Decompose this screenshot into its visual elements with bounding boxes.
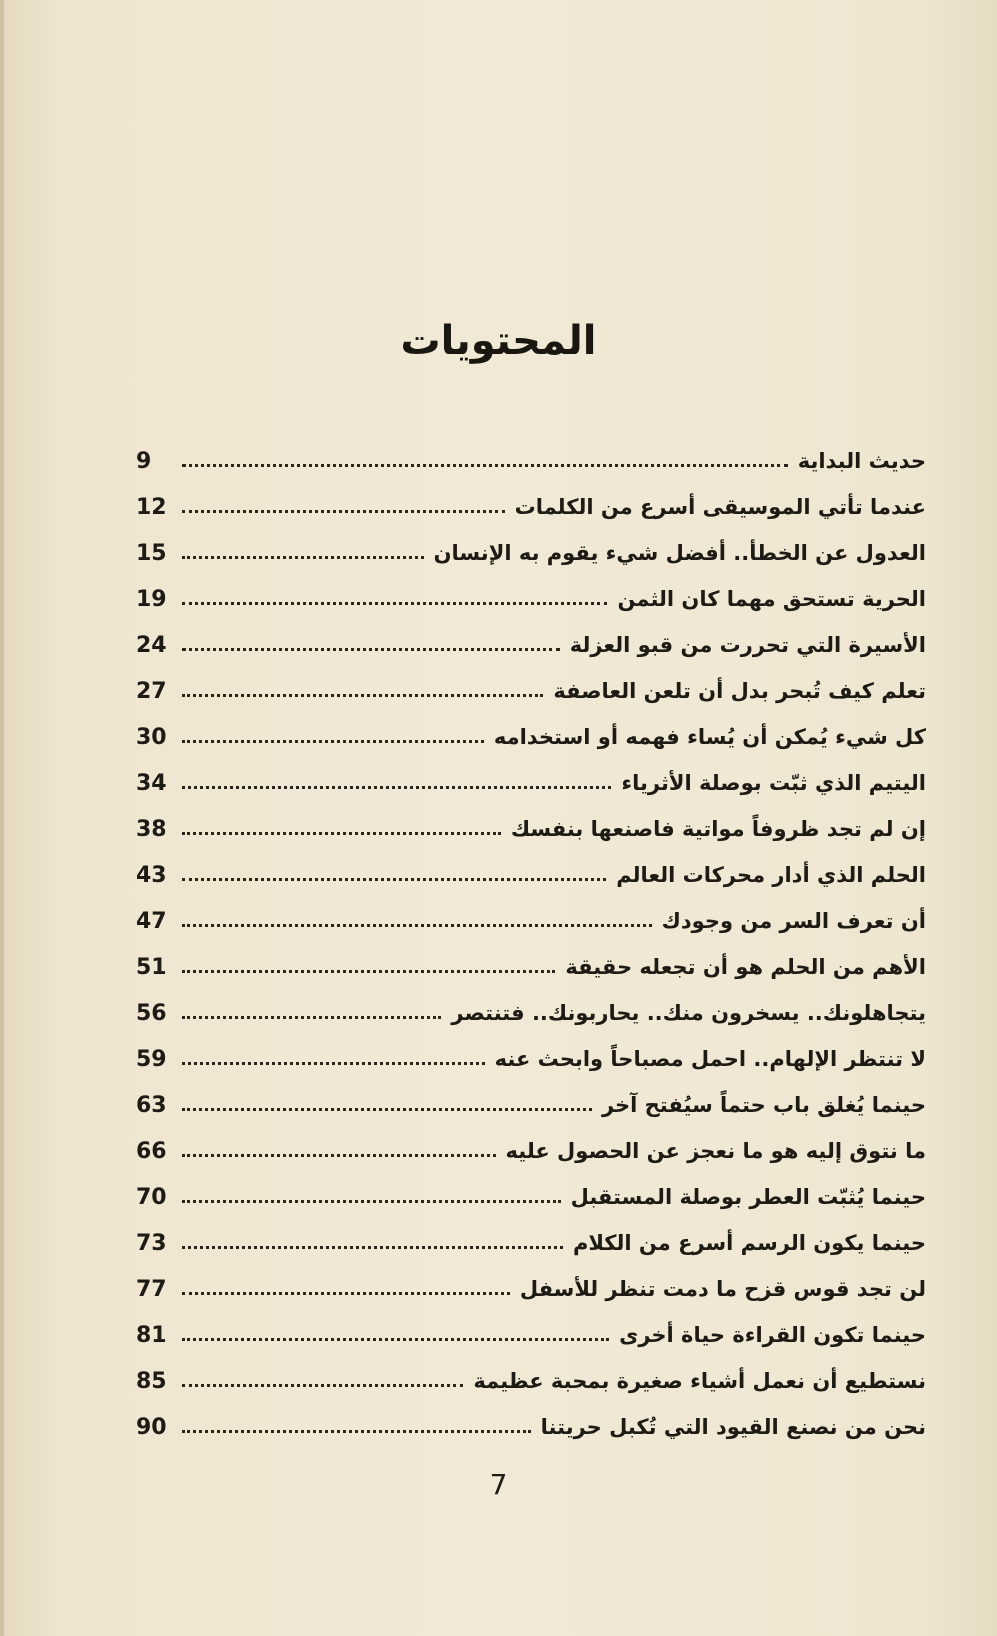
toc-entry-title: الحلم الذي أدار محركات العالم	[616, 863, 926, 887]
toc-entry-page: 15	[136, 540, 167, 566]
toc-entry	[136, 944, 926, 990]
toc-entry-page: 81	[136, 1322, 167, 1348]
toc-entry-title: حينما يُثبّت العطر بوصلة المستقبل	[570, 1185, 926, 1209]
toc-entry	[136, 1358, 926, 1404]
toc-entry	[136, 1266, 926, 1312]
toc-entry-title: لا تنتظر الإلهام.. احمل مصباحاً وابحث عنه	[494, 1047, 926, 1071]
toc-entry-title: الأهم من الحلم هو أن تجعله حقيقة	[565, 955, 926, 979]
toc-entry-page: 34	[136, 770, 167, 796]
toc-entry	[136, 760, 926, 806]
toc-entry-page: 19	[136, 586, 167, 612]
toc-entry-title: اليتيم الذي ثبّت بوصلة الأثرياء	[621, 771, 926, 795]
dot-leader	[182, 832, 501, 835]
dot-leader	[182, 924, 652, 927]
dot-leader	[182, 1200, 561, 1203]
toc-entry-title: العدول عن الخطأ.. أفضل شيء يقوم به الإنسان	[433, 541, 926, 565]
toc-entry	[136, 1082, 926, 1128]
toc-entry-title: حينما يكون الرسم أسرع من الكلام	[572, 1231, 926, 1255]
dot-leader	[182, 1430, 531, 1433]
toc-entry	[136, 852, 926, 898]
dot-leader	[182, 1108, 592, 1111]
toc-entry-title: عندما تأتي الموسيقى أسرع من الكلمات	[514, 495, 926, 519]
toc-entry-title: حينما يُغلق باب حتماً سيُفتح آخر	[601, 1093, 926, 1117]
toc-entry-title: لن تجد قوس قزح ما دمت تنظر للأسفل	[519, 1277, 926, 1301]
toc-entry-page: 77	[136, 1276, 167, 1302]
toc-entry-title: حديث البداية	[797, 449, 926, 473]
toc-entry	[136, 1312, 926, 1358]
dot-leader	[182, 1246, 563, 1249]
toc-entry	[136, 576, 926, 622]
toc-entry-page: 30	[136, 724, 167, 750]
dot-leader	[182, 1338, 609, 1341]
toc-entry-title: تعلم كيف تُبحر بدل أن تلعن العاصفة	[553, 679, 926, 703]
dot-leader	[182, 970, 555, 973]
dot-leader	[182, 464, 788, 467]
toc-entry-title: كل شيء يُمكن أن يُساء فهمه أو استخدامه	[493, 725, 926, 749]
toc-entry-title: يتجاهلونك.. يسخرون منك.. يحاربونك.. فتنتصر	[451, 1001, 926, 1025]
toc-entry	[136, 438, 926, 484]
toc-entry-page: 63	[136, 1092, 167, 1118]
toc-entry	[136, 714, 926, 760]
toc-entry	[136, 898, 926, 944]
toc-entry-page: 51	[136, 954, 167, 980]
toc-entry-page: 9	[136, 448, 152, 474]
toc-entry	[136, 1174, 926, 1220]
toc-entry	[136, 806, 926, 852]
dot-leader	[182, 694, 543, 697]
toc-entry-title: نحن من نصنع القيود التي تُكبل حريتنا	[540, 1415, 926, 1439]
dot-leader	[182, 1016, 441, 1019]
toc-entry-title: أن تعرف السر من وجودك	[661, 909, 926, 933]
toc-entry-title: إن لم تجد ظروفاً مواتية فاصنعها بنفسك	[510, 817, 926, 841]
toc-entry	[136, 1128, 926, 1174]
toc-entry	[136, 668, 926, 714]
toc-entry	[136, 1036, 926, 1082]
toc-entry-page: 38	[136, 816, 167, 842]
toc-entry-title: الأسيرة التي تحررت من قبو العزلة	[569, 633, 926, 657]
toc-entry-page: 12	[136, 494, 167, 520]
dot-leader	[182, 1062, 485, 1065]
toc-entry-page: 85	[136, 1368, 167, 1394]
page-edge	[0, 0, 4, 1636]
dot-leader	[182, 556, 424, 559]
toc-entry-page: 24	[136, 632, 167, 658]
dot-leader	[182, 1292, 510, 1295]
table-of-contents	[136, 438, 926, 1450]
dot-leader	[182, 740, 484, 743]
toc-entry-page: 90	[136, 1414, 167, 1440]
toc-entry-page: 43	[136, 862, 167, 888]
toc-entry-title: ما نتوق إليه هو ما نعجز عن الحصول عليه	[505, 1139, 926, 1163]
toc-entry-title: حينما تكون القراءة حياة أخرى	[619, 1323, 926, 1347]
page-title: المحتويات	[400, 318, 597, 364]
toc-entry-page: 27	[136, 678, 167, 704]
dot-leader	[182, 878, 606, 881]
dot-leader	[182, 1384, 463, 1387]
toc-entry	[136, 990, 926, 1036]
toc-entry-page: 59	[136, 1046, 167, 1072]
toc-entry	[136, 1404, 926, 1450]
toc-entry	[136, 484, 926, 530]
toc-entry	[136, 530, 926, 576]
dot-leader	[182, 1154, 496, 1157]
dot-leader	[182, 602, 607, 605]
dot-leader	[182, 510, 505, 513]
page-number: 7	[489, 1468, 508, 1501]
toc-entry-page: 47	[136, 908, 167, 934]
toc-entry-page: 73	[136, 1230, 167, 1256]
toc-entry	[136, 1220, 926, 1266]
dot-leader	[182, 786, 611, 789]
toc-entry-page: 66	[136, 1138, 167, 1164]
toc-entry-title: نستطيع أن نعمل أشياء صغيرة بمحبة عظيمة	[473, 1369, 926, 1393]
toc-entry-title: الحرية تستحق مهما كان الثمن	[617, 587, 926, 611]
toc-entry-page: 56	[136, 1000, 167, 1026]
toc-entry	[136, 622, 926, 668]
dot-leader	[182, 648, 560, 651]
toc-entry-page: 70	[136, 1184, 167, 1210]
